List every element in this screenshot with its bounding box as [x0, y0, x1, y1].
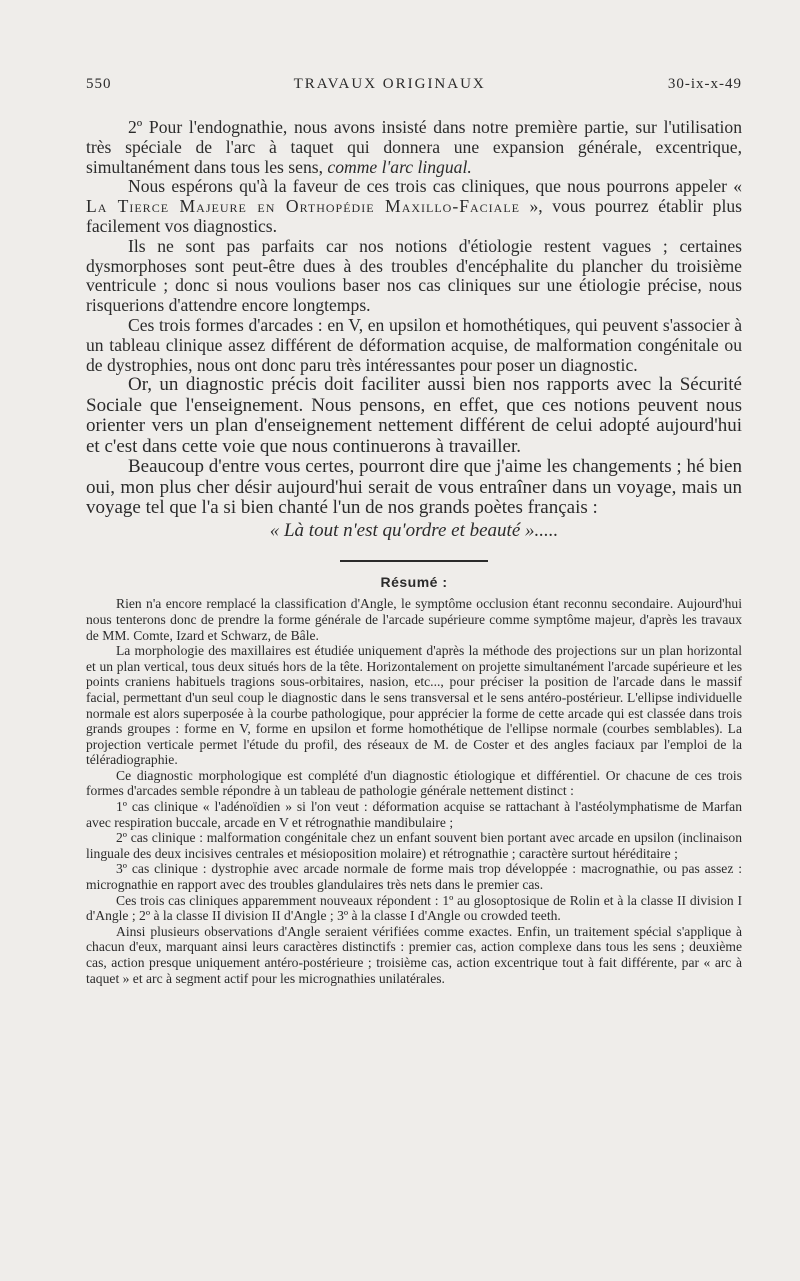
poetry-quote: « Là tout n'est qu'ordre et beauté »..... — [269, 519, 559, 541]
paragraph-etiologie: Ils ne sont pas parfaits car nos notions d'étiologie restent vagues ; certaines dysmorphoses sont peut-être dues à des troubles d'encéphalite du plancher du troisième ventricule ; donc si nous voulions baser nos cas cliniques sur une étiologie précise, nous risquerions d'attendre encore longtemps. — [86, 235, 742, 316]
resume-paragraph: 1º cas clinique « l'adénoïdien » si l'on veut : déformation acquise se rattachant à l'astéolymphatisme de Marfan avec respiration buccale, arcade en V et rétrognathie mandibulaire ; — [86, 799, 742, 830]
resume-paragraph: Ainsi plusieurs observations d'Angle seraient vérifiées comme exactes. Enfin, un traitement spécial s'applique à chacun d'eux, marquant ainsi leurs caractères distinctifs : premier cas, action complexe dans tous les sens ; deuxième cas, action presque uniquement antéro-postérieure ; troisième cas, action excentrique tout à fait différente, par « arc à taquet » et arc à segment actif pour les micrognathies unilatérales. — [86, 923, 742, 986]
paragraph-changements: Beaucoup d'entre vous certes, pourront dire que j'aime les changements ; hé bien oui, mon plus cher désir aujourd'hui serait de vous entraîner dans un voyage, mais un voyage tel que l'a si bien chanté l'un de nos grands poètes français : — [86, 456, 742, 519]
running-title: TRAVAUX ORIGINAUX — [293, 76, 486, 92]
paragraph-text: », vous pourrez établir plus facilement vos diagnostics. — [86, 196, 742, 236]
resume-paragraph: Ce diagnostic morphologique est complété d'un diagnostic étiologique et différentiel. Or chacune de ces trois formes d'arcades semble répondre à un tableau de pathologie générale nettement distinct : — [86, 767, 742, 799]
issue-date: 30-ix-x-49 — [667, 76, 742, 92]
page-number: 550 — [86, 76, 112, 92]
resume-paragraph: 2º cas clinique : malformation congénitale chez un enfant souvent bien portant avec arcade en upsilon (inclinaison linguale des deux incisives centrales et mésioposition molaire) et rétrognathie ; caractère surtout héréditaire ; — [86, 830, 742, 861]
paragraph-tierce-majeure — [86, 177, 742, 236]
section-divider — [340, 560, 488, 562]
article-body — [86, 118, 742, 541]
resume-paragraph: Rien n'a encore remplacé la classification d'Angle, le symptôme occlusion étant reconnu secondaire. Aujourd'hui nous tenterons donc de prendre la forme générale de l'arcade supérieure comme symptôme majeur, d'après les travaux de MM. Comte, Izard et Schwarz, de Bâle. — [86, 596, 742, 643]
resume-section — [86, 596, 742, 986]
paragraph-securite-sociale: Or, un diagnostic précis doit faciliter aussi bien nos rapports avec la Sécurité Sociale que l'enseignement. Nous pensons, en effet, que ces notions peuvent nous orienter vers un plan d'enseignement nettement différent de celui adopté aujourd'hui et c'est dans cette voie que nous continuerons à travailler. — [86, 374, 742, 457]
resume-heading: Résumé : — [380, 574, 448, 591]
small-caps-title: La Tierce Majeure en Orthopédie Maxillo-Faciale — [86, 196, 520, 217]
resume-paragraph: Ces trois cas cliniques apparemment nouveaux répondent : 1º au glosoptosique de Rolin et à la classe II division I d'Angle ; 2º à la classe II division II d'Angle ; 3º à la classe I d'Angle ou crowded teeth. — [86, 892, 742, 924]
paragraph-formes-arcades: Ces trois formes d'arcades : en V, en upsilon et homothétiques, qui peuvent s'associer à un tableau clinique assez différent de déformation acquise, de malformation congénitale ou de dystrophies, nous ont donc paru très intéressantes pour poser un diagnostic. — [86, 314, 742, 375]
resume-paragraph: La morphologie des maxillaires est étudiée uniquement d'après la méthode des projections sur un plan horizontal et un plan vertical, tous deux situés hors de la tête. Horizontalement on projette simultanément l'arcade supérieure et les points craniens habituels tragions sous-orbitaires, nasion, etc..., pour préciser la position de l'arcade dans le massif facial, permettant d'un seul coup le diagnostic dans le sens transversal et le sens antéro-postérieur. L'ellipse individuelle normale est alors superposée à la courbe pathologique, pour apprécier la forme de cette arcade qui est classée dans trois grands groupes : forme en V, forme en upsilon et forme homothétique de l'ellipse normale (courbes semblables). La projection verticale permet l'étude du profil, des réseaux de M. de Coster et des angles faciaux par l'emploi de la téléradiographie. — [86, 643, 742, 768]
paragraph-text: Nous espérons qu'à la faveur de ces trois cas cliniques, que nous pourrons appeler « — [128, 176, 742, 197]
resume-paragraph: 3º cas clinique : dystrophie avec arcade normale de forme mais trop développée : macrognathie, ou pas assez : micrognathie en rapport avec des troubles glandulaires très nets dans le premier cas. — [86, 861, 742, 893]
emphasis-text: comme l'arc lingual. — [327, 156, 472, 177]
paragraph-text: 2º Pour l'endognathie, nous avons insisté dans notre première partie, sur l'utilisation très spéciale de l'arc à taquet qui donnera une expansion générale, excentrique, simultanément dans tous les sens, — [86, 117, 742, 177]
page-header — [86, 76, 742, 106]
document-page — [86, 76, 742, 986]
paragraph-endognathie — [86, 118, 742, 177]
